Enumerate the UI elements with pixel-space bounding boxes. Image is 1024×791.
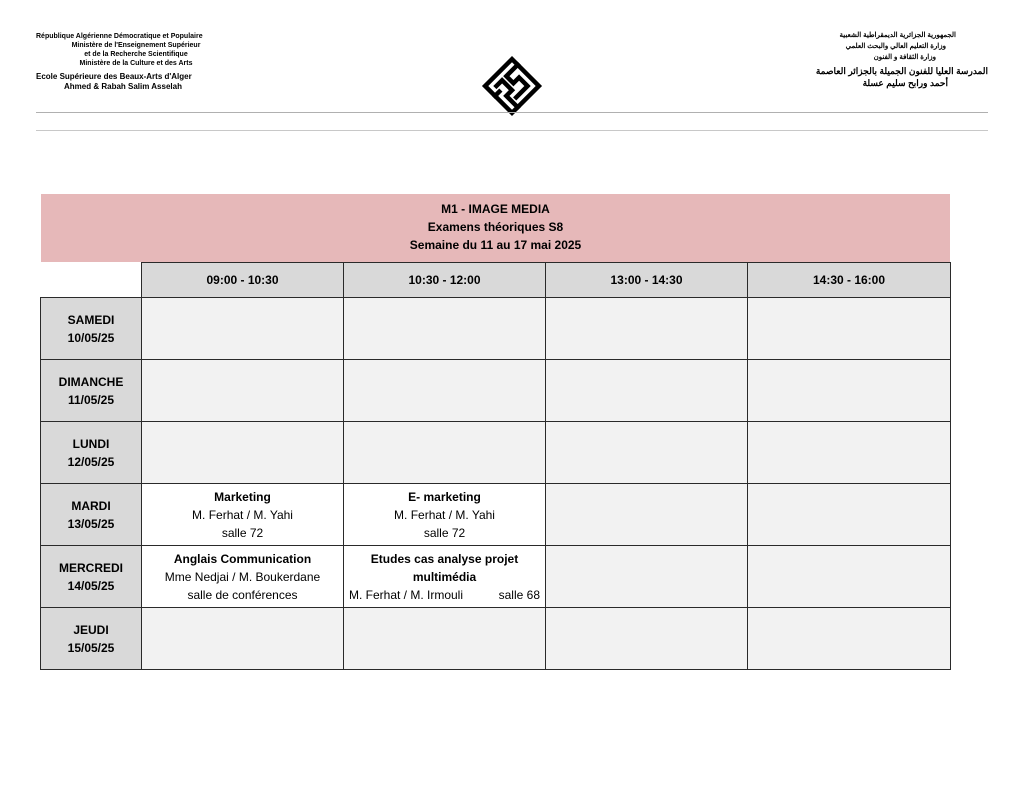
day-cell: [41, 546, 142, 608]
time-slot-header: 14:30 - 16:00: [748, 263, 951, 298]
day-row-lundi: [41, 422, 951, 484]
ministry-line-2: et de la Recherche Scientifique: [84, 51, 188, 58]
empty-slot: [748, 546, 951, 608]
day-date: 11/05/25: [67, 392, 115, 407]
time-slot-header: 13:00 - 14:30: [546, 263, 748, 298]
exam-teachers: Mme Nedjai / M. Boukerdane: [164, 569, 321, 584]
empty-slot: [142, 360, 344, 422]
day-cell: [41, 422, 142, 484]
day-date: 13/05/25: [67, 516, 115, 531]
day-row-dimanche: [41, 360, 951, 422]
day-row-mardi: [41, 484, 951, 546]
week-range: Semaine du 11 au 17 mai 2025: [409, 238, 582, 252]
exam-room: salle de conférences: [187, 587, 298, 602]
empty-slot: [546, 608, 748, 670]
empty-slot: [748, 360, 951, 422]
exam-schedule-table: [40, 262, 951, 670]
republic-line: République Algérienne Démocratique et Populaire: [36, 33, 203, 40]
exam-title: Marketing: [214, 489, 271, 504]
day-cell: [41, 608, 142, 670]
time-slot-header: 10:30 - 12:00: [344, 263, 546, 298]
exam-title: E- marketing: [408, 489, 481, 504]
empty-slot: [748, 608, 951, 670]
exam-room: salle 72: [221, 525, 264, 540]
exam-type: Examens théoriques S8: [427, 220, 564, 234]
culture-ministry-line: Ministère de la Culture et des Arts: [79, 60, 193, 67]
day-name: MERCREDI: [58, 560, 123, 575]
exam-title: Etudes cas analyse projet: [370, 551, 519, 566]
day-row-jeudi: [41, 608, 951, 670]
exam-cell-e-marketing: [344, 484, 546, 546]
corner-cell: [41, 263, 142, 298]
school-namesake-ar: أحمد ورابح سليم عسلة: [862, 78, 948, 88]
culture-ministry-line-ar: وزارة الثقافة و الفنون: [873, 54, 936, 61]
day-name: MARDI: [71, 498, 111, 513]
empty-slot: [344, 422, 546, 484]
empty-slot: [546, 546, 748, 608]
day-row-samedi: [41, 298, 951, 360]
ministry-line: Ministère de l'Enseignement Supérieur: [71, 42, 201, 49]
empty-slot: [344, 360, 546, 422]
header-divider-2: [36, 130, 988, 131]
school-logo: [481, 55, 543, 117]
exam-cell-anglais: [142, 546, 344, 608]
school-namesake: Ahmed & Rabah Salim Asselah: [64, 82, 182, 91]
empty-slot: [748, 298, 951, 360]
exam-title: Anglais Communication: [173, 551, 312, 566]
empty-slot: [142, 608, 344, 670]
day-row-mercredi: [41, 546, 951, 608]
day-name: DIMANCHE: [58, 374, 124, 389]
schedule-banner: [41, 194, 950, 262]
header-left: [36, 32, 236, 92]
ministry-line-ar: وزارة التعليم العالي والبحث العلمي: [845, 43, 946, 50]
day-name: LUNDI: [72, 436, 110, 451]
day-date: 10/05/25: [67, 330, 115, 345]
empty-slot: [142, 422, 344, 484]
empty-slot: [748, 422, 951, 484]
empty-slot: [546, 298, 748, 360]
day-cell: [41, 360, 142, 422]
day-name: JEUDI: [73, 622, 109, 637]
exam-room: salle 68: [498, 587, 540, 602]
exam-details: [344, 586, 545, 604]
exam-teachers: M. Ferhat / M. Yahi: [394, 507, 495, 522]
republic-line-ar: الجمهورية الجزائرية الديمقراطية الشعبية: [839, 32, 956, 39]
day-cell: [41, 484, 142, 546]
day-name: SAMEDI: [67, 312, 115, 327]
header-right: [808, 30, 988, 89]
exam-teachers: M. Ferhat / M. Yahi: [192, 507, 293, 522]
exam-room: salle 72: [423, 525, 466, 540]
day-date: 15/05/25: [67, 640, 115, 655]
school-name-ar: المدرسة العليا للفنون الجميلة بالجزائر العاصمة: [815, 66, 988, 76]
empty-slot: [142, 298, 344, 360]
day-date: 14/05/25: [67, 578, 115, 593]
day-cell: [41, 298, 142, 360]
program-title: M1 - IMAGE MEDIA: [441, 202, 550, 216]
empty-slot: [546, 484, 748, 546]
exam-cell-etudes-cas: [344, 546, 546, 608]
empty-slot: [546, 422, 748, 484]
empty-slot: [344, 608, 546, 670]
time-slot-header: 09:00 - 10:30: [142, 263, 344, 298]
header-divider: [36, 112, 988, 113]
exam-title-cont: multimédia: [412, 569, 477, 584]
time-header-row: [41, 263, 951, 298]
day-date: 12/05/25: [67, 454, 115, 469]
exam-teachers: M. Ferhat / M. Irmouli: [349, 587, 464, 602]
empty-slot: [546, 360, 748, 422]
school-name: Ecole Supérieure des Beaux-Arts d'Alger: [36, 72, 192, 81]
empty-slot: [344, 298, 546, 360]
exam-cell-marketing: [142, 484, 344, 546]
empty-slot: [748, 484, 951, 546]
